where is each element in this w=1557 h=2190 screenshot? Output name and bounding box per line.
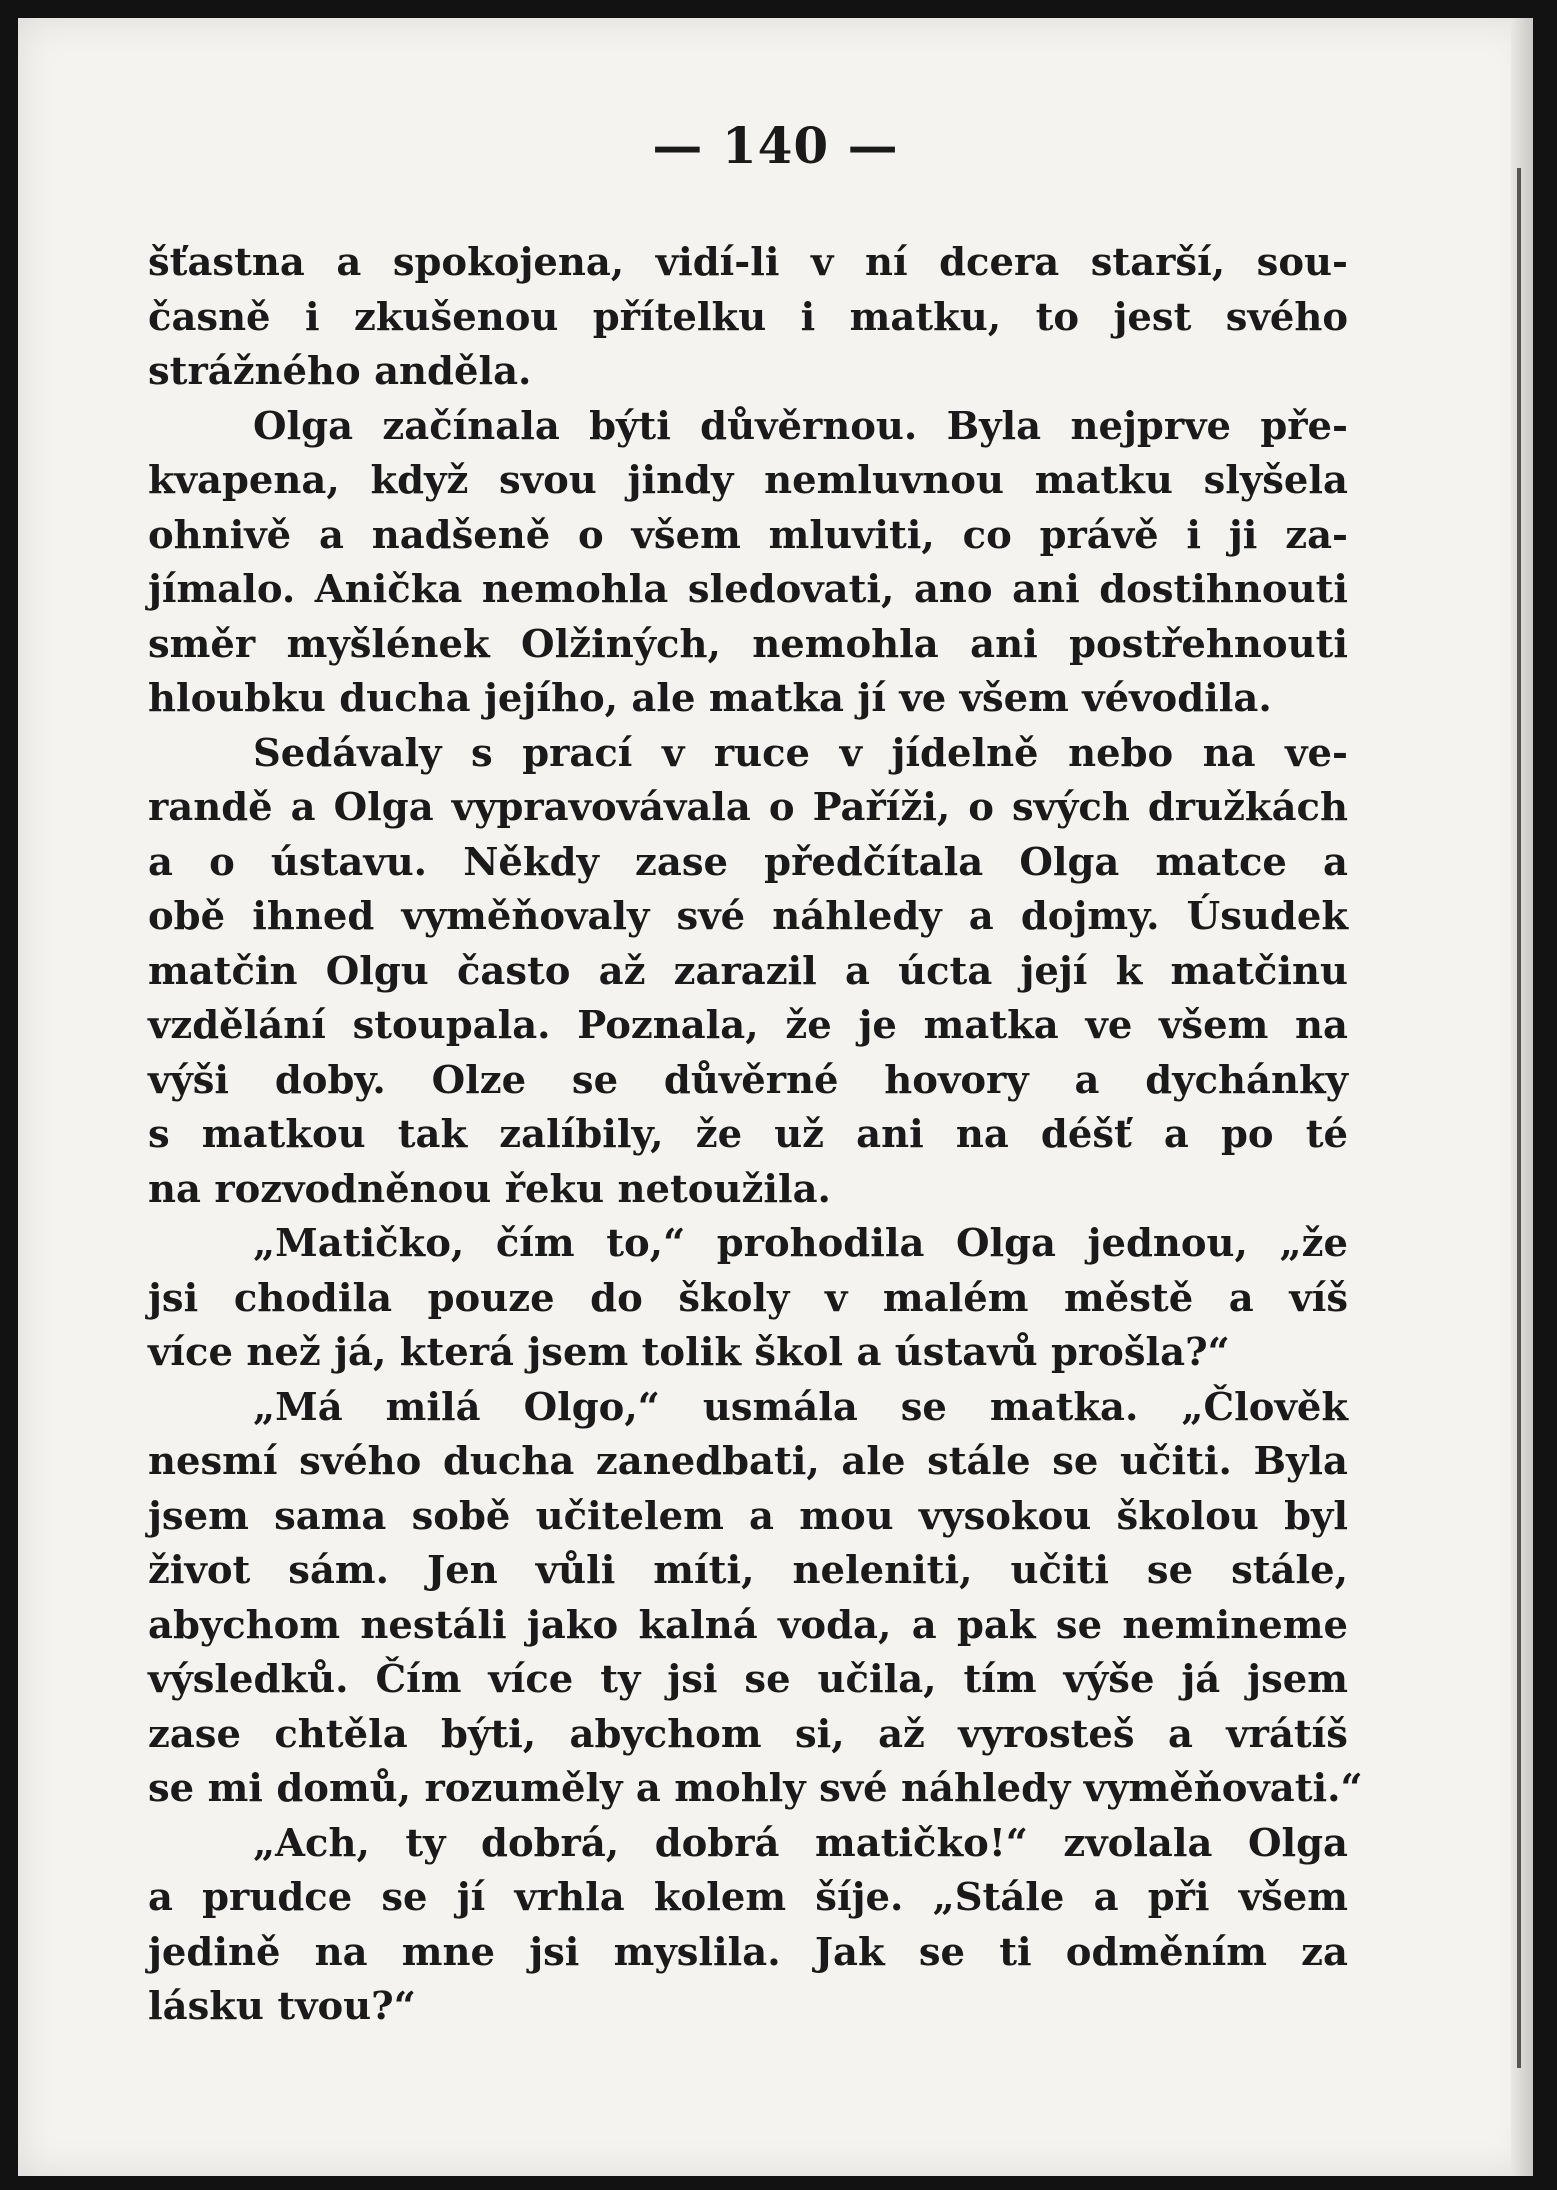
text-line: šťastna a spokojena, vidí-li v ní dcera starší, sou- xyxy=(148,240,1348,285)
text-line: randě a Olga vypravovávala o Paříži, o svých družkách xyxy=(148,785,1348,830)
text-line: nesmí svého ducha zanedbati, ale stále se učiti. Byla xyxy=(148,1439,1348,1484)
text-line: jsi chodila pouze do školy v malém městě a víš xyxy=(148,1275,1348,1321)
text-line: ohnivě a nadšeně o všem mluviti, co právě i ji za- xyxy=(148,512,1348,558)
text-line: kvapena, když svou jindy nemluvnou matku slyšela xyxy=(148,458,1348,503)
text-line: lásku tvou?“ xyxy=(148,1984,416,2029)
text-line: s matkou tak zalíbily, že už ani na déšť a po té xyxy=(148,1112,1348,1157)
text-line: a o ústavu. Někdy zase předčítala Olga matce a xyxy=(148,839,1348,885)
text-line: abychom nestáli jako kalná voda, a pak se nemineme xyxy=(148,1602,1348,1648)
text-line: život sám. Jen vůli míti, neleniti, učiti se stále, xyxy=(148,1548,1348,1593)
text-line: „Matičko, čím to,“ prohodila Olga jednou, „že xyxy=(253,1221,1348,1266)
page-binding-edge xyxy=(1511,18,1533,2176)
text-line: zase chtěla býti, abychom si, až vyrosteš a vrátíš xyxy=(148,1711,1348,1757)
body-text xyxy=(148,236,1363,2035)
text-line: jedině na mne jsi myslila. Jak se ti odměním za xyxy=(148,1929,1348,1975)
text-line: výši doby. Olze se důvěrné hovory a dychánky xyxy=(148,1057,1348,1103)
text-line: jímalo. Anička nemohla sledovati, ano ani dostihnouti xyxy=(148,567,1348,612)
text-line: a prudce se jí vrhla kolem šíje. „Stále a při všem xyxy=(148,1875,1348,1920)
text-line: matčin Olgu často až zarazil a úcta její k matčinu xyxy=(148,948,1348,994)
text-line: na rozvodněnou řeku netoužila. xyxy=(148,1166,831,1212)
text-line: časně i zkušenou přítelku i matku, to jest svého xyxy=(148,294,1348,340)
text-line: „Ach, ty dobrá, dobrá matičko!“ zvolala Olga xyxy=(253,1820,1348,1866)
text-line: vzdělání stoupala. Poznala, že je matka ve všem na xyxy=(148,1003,1348,1048)
page-number: — 140 — xyxy=(652,116,899,175)
text-line: směr myšlének Olžiných, nemohla ani postřehnouti xyxy=(148,621,1348,667)
text-line: hloubku ducha jejího, ale matka jí ve všem vévodila. xyxy=(148,676,1272,721)
text-line: Sedávaly s prací v ruce v jídelně nebo na ve- xyxy=(253,730,1348,776)
text-line: jsem sama sobě učitelem a mou vysokou školou byl xyxy=(148,1493,1348,1539)
text-line: obě ihned vyměňovaly své náhledy a dojmy. Úsudek xyxy=(148,894,1348,939)
text-line: výsledků. Čím více ty jsi se učila, tím výše já jsem xyxy=(148,1657,1348,1702)
text-line: se mi domů, rozuměly a mohly své náhledy vyměňovati.“ xyxy=(148,1766,1363,1811)
text-line: strážného anděla. xyxy=(148,349,532,394)
text-line: více než já, která jsem tolik škol a ústavů prošla?“ xyxy=(148,1330,1230,1375)
text-line: Olga začínala býti důvěrnou. Byla nejprve pře- xyxy=(253,403,1348,449)
book-page xyxy=(18,18,1533,2176)
text-line: „Má milá Olgo,“ usmála se matka. „Člověk xyxy=(253,1384,1348,1430)
